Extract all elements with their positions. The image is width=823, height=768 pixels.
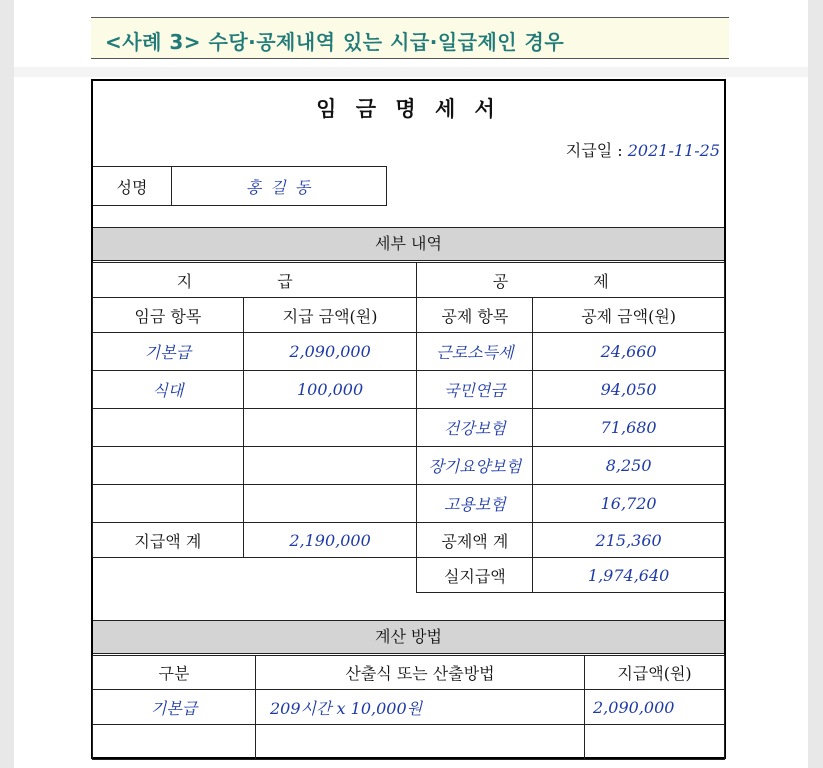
case-title-box: [91, 17, 729, 59]
table-row: [93, 447, 725, 485]
pay-date-value: 2021-11-25: [627, 141, 720, 160]
net-amount: 1,974,640: [533, 558, 725, 593]
ded-amount: 94,050: [533, 371, 725, 409]
col-ded-item: 공제 항목: [417, 298, 533, 333]
empty-cell: [93, 558, 417, 593]
col-ded-amount: 공제 금액(원): [533, 298, 725, 333]
name-label: 성명: [93, 167, 172, 206]
ded-item: 건강보험: [417, 409, 533, 447]
details-section-header: 세부 내역: [93, 227, 724, 261]
pay-total-label: 지급액 계: [93, 523, 244, 558]
pay-item: [93, 409, 244, 447]
table-row: [93, 409, 725, 447]
totals-row: [93, 523, 725, 558]
col-category: 구분: [93, 656, 256, 690]
calc-table: [92, 655, 725, 760]
statement-title: 임 금 명 세 서: [316, 96, 501, 121]
calc-amount: [585, 725, 725, 760]
pay-amount: 100,000: [243, 371, 417, 409]
col-formula: 산출식 또는 산출방법: [256, 656, 585, 690]
net-label: 실지급액: [417, 558, 533, 593]
pay-amount: [243, 485, 417, 523]
col-pay-amount: 지급 금액(원): [243, 298, 417, 333]
pay-item: 식대: [93, 371, 244, 409]
table-row: [93, 333, 725, 371]
col-pay-item: 임금 항목: [93, 298, 244, 333]
pay-item: [93, 485, 244, 523]
pay-amount: 2,090,000: [243, 333, 417, 371]
ded-total: 215,360: [533, 523, 725, 558]
table-row: [93, 725, 725, 760]
ded-item: 근로소득세: [417, 333, 533, 371]
table-row: [93, 690, 725, 725]
ded-item: 국민연금: [417, 371, 533, 409]
pay-item: [93, 447, 244, 485]
table-row: [93, 485, 725, 523]
name-value: 홍 길 동: [172, 167, 387, 206]
pay-statement: [91, 79, 726, 759]
calc-formula: [256, 725, 585, 760]
ded-total-label: 공제액 계: [417, 523, 533, 558]
pay-header: 지 급: [93, 263, 417, 298]
pay-date-label: 지급일 :: [565, 141, 623, 160]
case-title: <사례 3> 수당·공제내역 있는 시급·일급제인 경우: [105, 30, 565, 54]
pay-total: 2,190,000: [243, 523, 417, 558]
ded-amount: 24,660: [533, 333, 725, 371]
ded-item: 장기요양보험: [417, 447, 533, 485]
pay-amount: [243, 409, 417, 447]
calc-category: [93, 725, 256, 760]
calc-category: 기본급: [93, 690, 256, 725]
ded-item: 고용보험: [417, 485, 533, 523]
table-row: [93, 371, 725, 409]
page-break: [0, 67, 823, 77]
calc-formula: 209시간 x 10,000원: [256, 690, 585, 725]
pay-amount: [243, 447, 417, 485]
calc-amount: 2,090,000: [585, 690, 725, 725]
calc-section-header: 계산 방법: [93, 620, 724, 654]
ded-amount: 16,720: [533, 485, 725, 523]
pay-item: 기본급: [93, 333, 244, 371]
ded-amount: 8,250: [533, 447, 725, 485]
ded-amount: 71,680: [533, 409, 725, 447]
name-table: [93, 166, 387, 206]
pay-date: [566, 138, 720, 161]
details-table: [92, 262, 725, 593]
net-row: [93, 558, 725, 593]
deduction-header: 공 제: [417, 263, 725, 298]
col-amount: 지급액(원): [585, 656, 725, 690]
